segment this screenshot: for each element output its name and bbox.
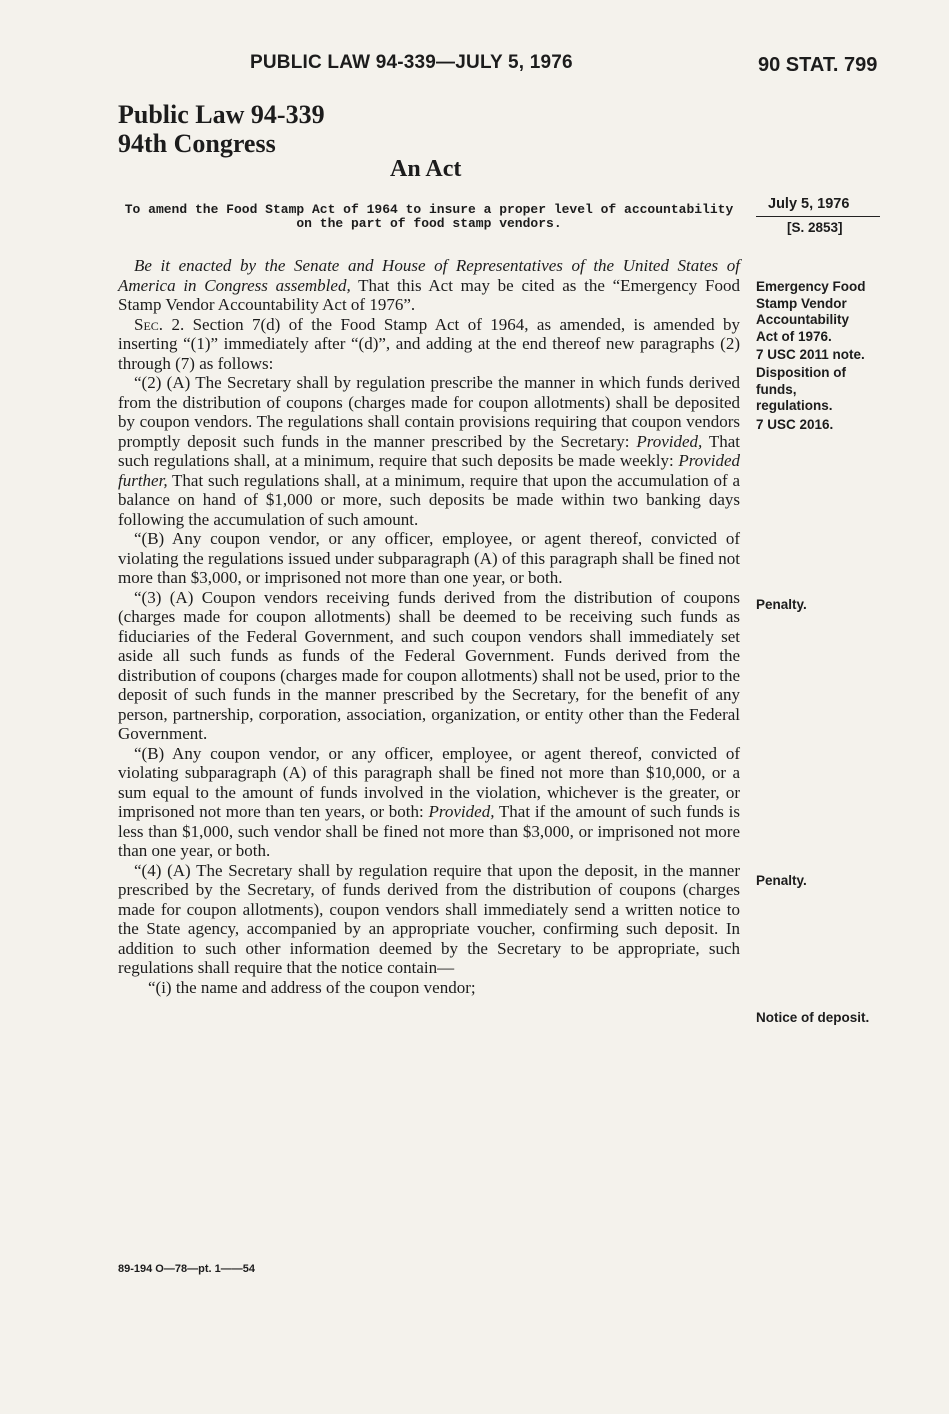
margin-note-line: Act of 1976. [756, 328, 832, 344]
margin-note-short-title [756, 279, 890, 345]
enacting-formula: Be it enacted by the Senate and House of Representatives of the United States of America in Congress assembled, [118, 256, 740, 295]
paragraph-3b [118, 744, 740, 861]
margin-note-line: Emergency Food [756, 279, 866, 294]
margin-note-usc-2: 7 USC 2016. [756, 417, 834, 432]
act-heading: An Act [390, 156, 462, 182]
congress-number: 94th Congress [118, 129, 276, 158]
act-body [118, 256, 740, 997]
section-label: Sec. 2. [134, 314, 185, 334]
section-2-text: Section 7(d) of the Food Stamp Act of 1964, as amended, is amended by inserting “(1)” immediately after “(d)”, and adding at the end thereof new paragraphs (2) through (7) as follows: [118, 314, 740, 373]
margin-note-notice-of-deposit: Notice of deposit. [756, 1010, 870, 1025]
enacting-clause [118, 256, 740, 315]
margin-rule [756, 216, 880, 217]
public-law-number: Public Law 94-339 [118, 100, 325, 129]
paragraph-2a-middle: That such regulations shall, at a minimum, require that such deposits be made weekly: [118, 431, 740, 470]
margin-note-disposition [756, 365, 890, 415]
paragraph-3a: “(3) (A) Coupon vendors receiving funds derived from the distribution of coupons (charges made for coupon allotments) shall be deemed to be receiving such funds as fiduciaries of the Federal Government, and such coupon vendors shall immediately set aside all such funds as funds of the Federal Government. Funds derived from the distribution of coupons (charges made for coupon allotments) shall not be used, prior to the deposit of such funds in the manner prescribed by the Secretary, for the benefit of any person, partnership, corporation, association, organization, or entity other than the Federal Government. [118, 587, 740, 743]
running-head: PUBLIC LAW 94-339—JULY 5, 1976 [250, 52, 573, 73]
paragraph-3b-end: That if the amount of such funds is less than $1,000, such vendor shall be fined not more than $3,000, or imprisoned not more than one year, or both. [118, 802, 740, 860]
section-2 [118, 315, 740, 374]
margin-note-usc-1: 7 USC 2011 note. [756, 347, 865, 362]
paragraph-2b: “(B) Any coupon vendor, or any officer, employee, or agent thereof, convicted of violating the regulations issued under subparagraph (A) of this paragraph shall be fined not more than $3,000, or imprisoned not more than one year, or both. [118, 529, 740, 587]
paragraph-4a: “(4) (A) The Secretary shall by regulation require that upon the deposit, in the manner prescribed by the Secretary, of funds derived from the distribution of coupons (charges made for coupon allotments), coupon vendors shall immediately send a written notice to the State agency, accompanied by an appropriate voucher, confirming such deposit. In addition to such other information deemed by the Secretary to be appropriate, such regulations shall require that the notice contain— [118, 860, 740, 977]
paragraph-3b-text: “(B) Any coupon vendor, or any officer, employee, or agent thereof, convicted of violating subparagraph (A) of this paragraph shall be fined not more than $10,000, or a sum equal to the amount of funds involved in the violation, whichever is the greater, or imprisoned not more than ten years, or both: [118, 743, 740, 821]
short-title-text: That this Act may be cited as the “Emergency Food Stamp Vendor Accountability Act of 1976”. [118, 275, 740, 314]
margin-note-line: funds, [756, 381, 797, 397]
margin-date: July 5, 1976 [768, 196, 850, 212]
paragraph-2a-end: That such regulations shall, at a minimum, require that upon the accumulation of a balance on hand of $1,000 or more, such deposits be made within two banking days following the accumulation of such amount. [118, 470, 740, 529]
paragraph-2a-text: “(2) (A) The Secretary shall by regulation prescribe the manner in which funds derived from the distribution of coupons (charges made for coupon allotments) shall be deposited by coupon vendors. The regulations shall contain provisions requiring that coupon vendors promptly deposit such funds in the manner prescribed by the Secretary: [118, 373, 740, 451]
margin-note-line: Stamp Vendor [756, 295, 847, 311]
margin-note-penalty-2: Penalty. [756, 873, 807, 888]
proviso-1: Provided, [636, 431, 703, 451]
act-purpose: To amend the Food Stamp Act of 1964 to insure a proper level of accountability on the part of food stamp vendors. [124, 202, 734, 231]
paragraph-4a-i: “(i) the name and address of the coupon vendor; [148, 977, 476, 997]
law-title-block [118, 100, 325, 158]
margin-note-line: regulations. [756, 398, 833, 413]
margin-note-line: Accountability [756, 312, 850, 327]
margin-note-line: Disposition of [756, 365, 846, 380]
margin-bill-number: [S. 2853] [787, 220, 843, 235]
proviso-2: Provided further, [118, 451, 740, 490]
margin-note-penalty-1: Penalty. [756, 597, 807, 612]
paragraph-2a [118, 373, 740, 529]
print-code-footer: 89-194 O—78—pt. 1——54 [118, 1263, 255, 1275]
proviso-3: Provided, [428, 802, 495, 821]
statutes-page-number: 90 STAT. 799 [758, 54, 878, 76]
